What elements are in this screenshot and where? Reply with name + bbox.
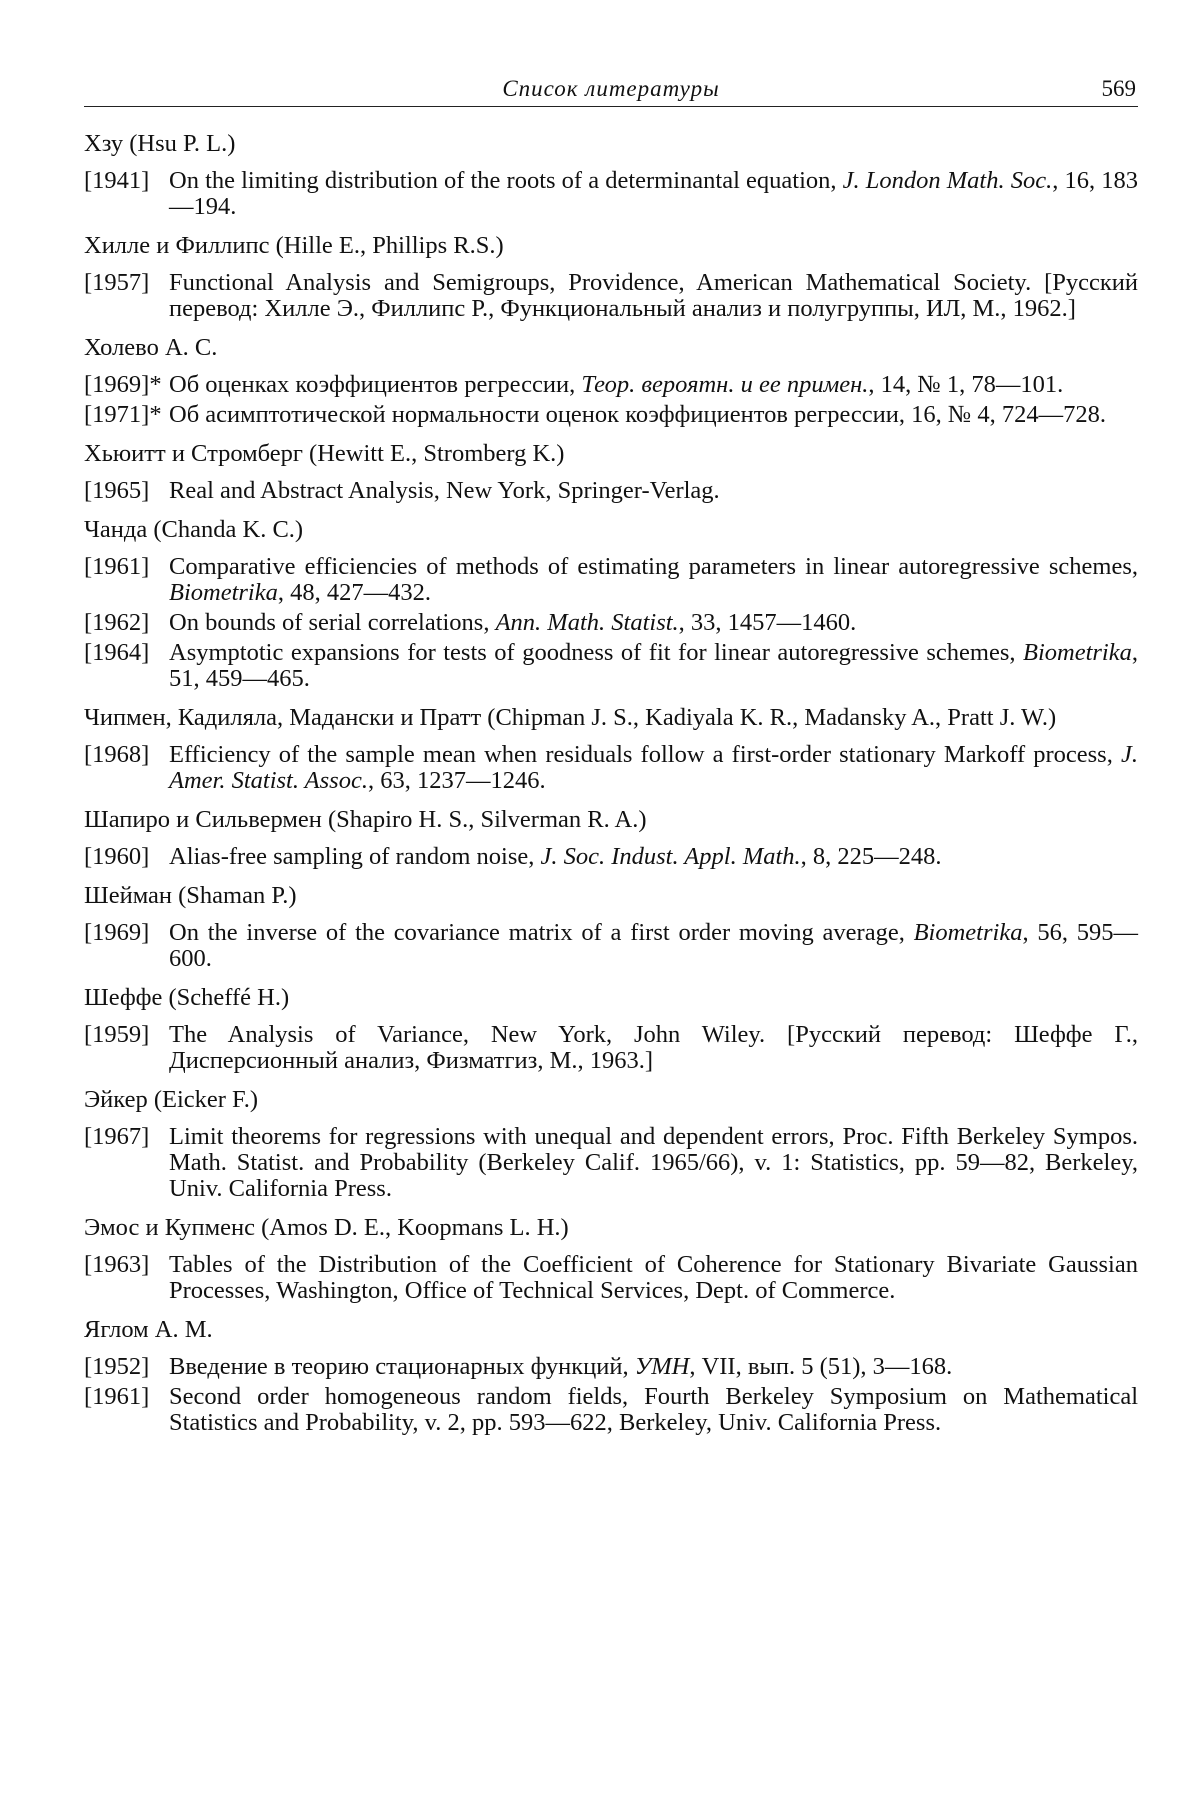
entry-year: [1957] — [84, 269, 150, 296]
entry-text — [169, 920, 1138, 972]
entry-year: [1952] — [84, 1353, 150, 1380]
entry-fragment: Alias-free sampling of random noise, — [169, 843, 541, 870]
reference-entry — [84, 1384, 1138, 1436]
entry-fragment: On bounds of serial correlations, — [169, 609, 496, 636]
reference-entry — [84, 168, 1138, 220]
entry-year: [1965] — [84, 477, 150, 504]
entry-fragment: On the inverse of the covariance matrix of a first order moving average, — [169, 919, 914, 946]
entry-fragment: , 14, № 1, 78—101. — [868, 371, 1064, 398]
entry-fragment: The Analysis of Variance, New York, John Wiley. [Русский перевод: Шеффе Г., Дисперсионный анализ, Физматгиз, М., 1963.] — [169, 1021, 1138, 1074]
journal-title: J. London Math. Soc. — [842, 167, 1053, 194]
entry-fragment: Real and Abstract Analysis, New York, Springer-Verlag. — [169, 477, 720, 504]
entry-fragment: Об оценках коэффициентов регрессии, — [169, 371, 582, 398]
entry-fragment: , 63, 1237—1246. — [367, 767, 546, 794]
journal-title: Biometrika — [913, 919, 1023, 946]
entry-year: [1967] — [84, 1123, 150, 1150]
entry-fragment: , 16, 183—194. — [169, 167, 1139, 220]
author-heading: Эйкер (Eicker F.) — [84, 1086, 258, 1113]
entry-text — [169, 168, 1138, 220]
entry-fragment: Second order homogeneous random fields, Fourth Berkeley Symposium on Mathematical Statistics and Probability, v. 2, pp. 593—622, Berkeley, Univ. California Press. — [169, 1383, 1138, 1436]
journal-title: J. Soc. Indust. Appl. Math. — [540, 843, 801, 870]
author-heading: Эмос и Купменс (Amos D. E., Koopmans L. H.) — [84, 1214, 569, 1241]
reference-entry — [84, 270, 1138, 322]
entry-text — [169, 554, 1138, 606]
journal-title: Biometrika — [169, 579, 278, 606]
entry-fragment: Введение в теорию стационарных функций, — [169, 1353, 635, 1380]
entry-fragment: Asymptotic expansions for tests of goodness of fit for linear autoregressive schemes, — [169, 639, 1023, 666]
entry-year: [1971]* — [84, 401, 162, 428]
entry-year: [1963] — [84, 1251, 150, 1278]
entry-fragment: , 48, 427—432. — [277, 579, 431, 606]
entry-fragment: , 8, 225—248. — [800, 843, 942, 870]
entry-text — [169, 1384, 1138, 1436]
entry-fragment: Об асимптотической нормальности оценок коэффициентов регрессии, 16, № 4, 724—728. — [169, 401, 1107, 428]
reference-list — [84, 131, 1138, 1436]
reference-entry — [84, 1124, 1138, 1202]
journal-title: Теор. вероятн. и ее примен. — [581, 371, 869, 398]
entry-fragment: , 56, 595—600. — [169, 919, 1139, 972]
entry-fragment: Tables of the Distribution of the Coefficient of Coherence for Stationary Bivariate Gaussian Processes, Washington, Office of Technical Services, Dept. of Commerce. — [169, 1251, 1138, 1304]
entry-year: [1959] — [84, 1021, 150, 1048]
entry-year: [1968] — [84, 741, 150, 768]
author-heading: Шеффе (Scheffé H.) — [84, 984, 290, 1011]
entry-fragment: , 51, 459—465. — [169, 639, 1138, 692]
author-heading: Чанда (Chanda K. C.) — [84, 516, 304, 543]
reference-entry — [84, 372, 1138, 398]
entry-year: [1969]* — [84, 371, 162, 398]
entry-text — [169, 640, 1138, 692]
reference-entry — [84, 1252, 1138, 1304]
entry-year: [1962] — [84, 609, 150, 636]
author-heading: Чипмен, Кадиляла, Мадански и Пратт (Chipman J. S., Kadiyala K. R., Madansky A., Pratt J. W.) — [84, 704, 1057, 731]
reference-entry — [84, 610, 1138, 636]
entry-year: [1964] — [84, 639, 150, 666]
journal-title: J. Amer. Statist. Assoc. — [169, 741, 1138, 794]
reference-entry — [84, 1354, 1138, 1380]
reference-entry — [84, 1022, 1138, 1074]
reference-entry — [84, 478, 1138, 504]
entry-year: [1969] — [84, 919, 150, 946]
running-head — [84, 72, 1138, 107]
reference-entry — [84, 640, 1138, 692]
entry-text — [169, 742, 1138, 794]
author-heading: Шейман (Shaman P.) — [84, 882, 297, 909]
entry-text — [169, 1252, 1138, 1304]
journal-title: Biometrika — [1023, 639, 1132, 666]
author-heading: Шапиро и Сильвермен (Shapiro H. S., Silverman R. A.) — [84, 806, 647, 833]
author-heading: Хзу (Hsu P. L.) — [84, 130, 236, 157]
entry-text — [169, 372, 1138, 398]
entry-text — [169, 844, 1138, 870]
entry-text — [169, 270, 1138, 322]
entry-fragment: , 33, 1457—1460. — [678, 609, 857, 636]
reference-entry — [84, 742, 1138, 794]
page-number: 569 — [1101, 76, 1136, 101]
entry-fragment: On the limiting distribution of the roots of a determinantal equation, — [169, 167, 843, 194]
entry-fragment: Comparative efficiencies of methods of estimating parameters in linear autoregressive schemes, — [169, 553, 1138, 580]
entry-text — [169, 610, 1138, 636]
entry-fragment: , VII, вып. 5 (51), 3—168. — [689, 1353, 953, 1380]
entry-year: [1941] — [84, 167, 150, 194]
entry-text — [169, 1022, 1138, 1074]
author-heading: Хьюитт и Стромберг (Hewitt E., Stromberg K.) — [84, 440, 565, 467]
author-heading: Холево А. С. — [84, 334, 218, 361]
book-page — [84, 72, 1138, 1440]
journal-title: УМН — [634, 1353, 690, 1380]
entry-text — [169, 1354, 1138, 1380]
author-heading: Яглом А. М. — [84, 1316, 213, 1343]
entry-text — [169, 1124, 1138, 1202]
entry-year: [1961] — [84, 553, 150, 580]
author-heading: Хилле и Филлипс (Hille E., Phillips R.S.) — [84, 232, 504, 259]
running-title: Список литературы — [502, 76, 720, 101]
entry-fragment: Efficiency of the sample mean when residuals follow a first-order stationary Markoff process, — [169, 741, 1121, 768]
entry-year: [1961] — [84, 1383, 150, 1410]
entry-fragment: Functional Analysis and Semigroups, Providence, American Mathematical Society. [Русский перевод: Хилле Э., Филлипс Р., Функциональный анализ и полугруппы, ИЛ, М., 1962.] — [169, 269, 1138, 322]
entry-text — [169, 402, 1138, 428]
reference-entry — [84, 402, 1138, 428]
reference-entry — [84, 920, 1138, 972]
entry-fragment: Limit theorems for regressions with unequal and dependent errors, Proc. Fifth Berkeley Sympos. Math. Statist. and Probability (Berkeley Calif. 1965/66), v. 1: Statistics, pp. 59—82, Berkeley, Univ. California Press. — [169, 1123, 1138, 1202]
entry-text — [169, 478, 1138, 504]
reference-entry — [84, 554, 1138, 606]
entry-year: [1960] — [84, 843, 150, 870]
reference-entry — [84, 844, 1138, 870]
journal-title: Ann. Math. Statist. — [495, 609, 679, 636]
